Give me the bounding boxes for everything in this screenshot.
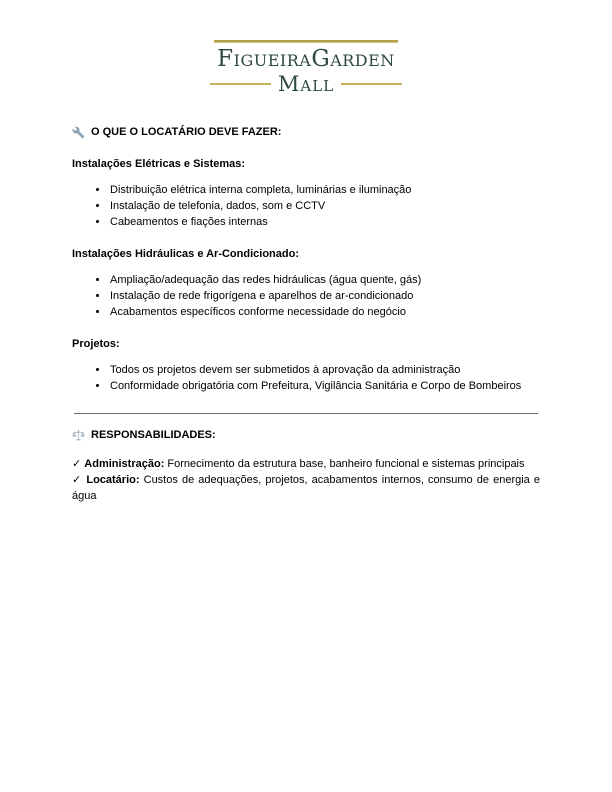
wrench-icon [72, 126, 85, 139]
bullet-list-eletricas [72, 182, 540, 230]
logo-right-rule [341, 83, 402, 85]
list-item: • Ampliação/adequação das redes hidráulicas (água quente, gás) [109, 272, 540, 288]
check-icon: ✓ [72, 474, 83, 486]
responsibility-locatario [72, 472, 540, 504]
responsibility-text: Fornecimento da estrutura base, banheiro funcional e sistemas principais [167, 458, 525, 470]
responsibility-text: Custos de adequações, projetos, acabamentos internos, consumo de energia e água [72, 474, 540, 502]
logo-mall-row [210, 73, 402, 95]
list-item: • Instalação de telefonia, dados, som e CCTV [109, 198, 540, 214]
logo-name-garden: Garden [311, 46, 395, 72]
responsibility-label: Administração: [84, 458, 165, 470]
logo [210, 40, 402, 95]
logo-name-mall: Mall [277, 72, 335, 96]
section-title: O QUE O LOCATÁRIO DEVE FAZER: [91, 126, 282, 138]
logo-brand-name [210, 47, 402, 71]
section-divider [74, 413, 538, 414]
list-item: • Acabamentos específicos conforme necessidade do negócio [109, 304, 540, 320]
logo-left-rule [210, 83, 271, 85]
list-item: • Conformidade obrigatória com Prefeitura, Vigilância Sanitária e Corpo de Bombeiros [109, 378, 540, 394]
bullet-list-hidraulicas [72, 272, 540, 320]
section-heading-fazer [72, 124, 540, 140]
logo-top-rule [214, 40, 398, 43]
document-body [0, 124, 612, 504]
section-title: RESPONSABILIDADES: [91, 429, 216, 441]
list-item: • Instalação de rede frigorígena e aparelhos de ar-condicionado [109, 288, 540, 304]
group-heading-projetos: Projetos: [72, 338, 120, 350]
responsibility-administracao [72, 456, 540, 472]
list-item: • Cabeamentos e fiações internas [109, 214, 540, 230]
section-heading-responsabilidades [72, 427, 540, 443]
group-heading-hidraulicas: Instalações Hidráulicas e Ar-Condicionado: [72, 248, 299, 260]
responsibility-label: Locatário: [86, 474, 140, 486]
scales-icon [72, 429, 85, 442]
bullet-list-projetos [72, 362, 540, 394]
list-item: • Distribuição elétrica interna completa, luminárias e iluminação [109, 182, 540, 198]
group-heading-eletricas: Instalações Elétricas e Sistemas: [72, 158, 246, 170]
list-item: • Todos os projetos devem ser submetidos à aprovação da administração [109, 362, 540, 378]
check-icon: ✓ [72, 458, 82, 470]
logo-name-figueira: Figueira [217, 46, 312, 72]
